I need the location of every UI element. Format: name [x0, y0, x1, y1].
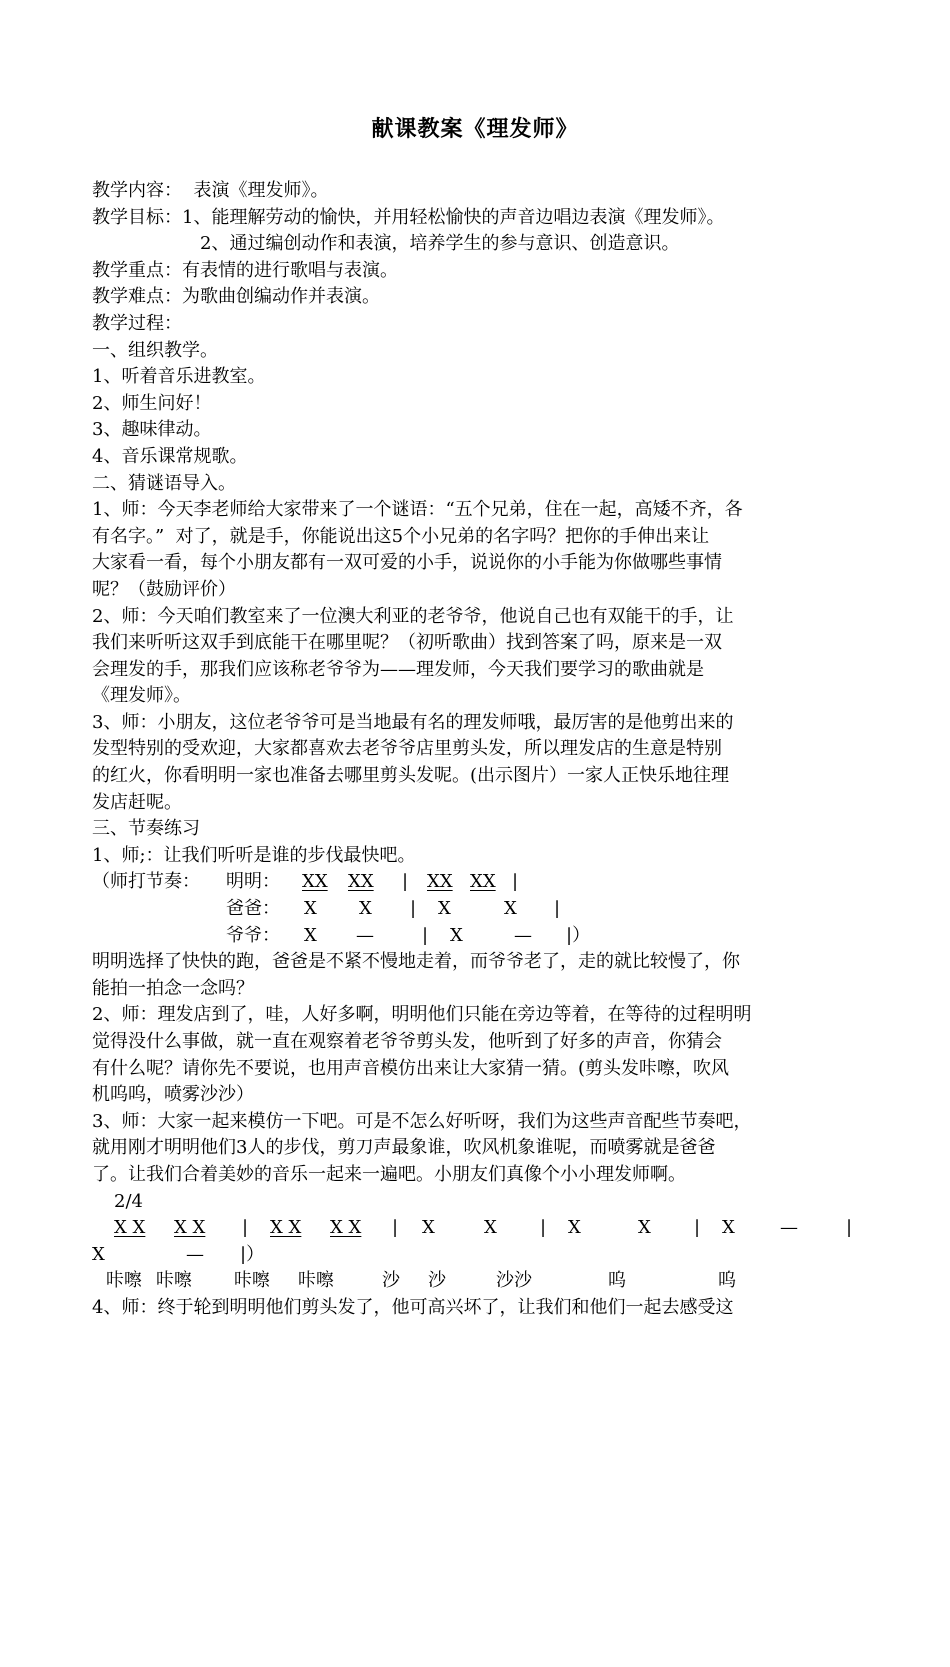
teaching-content: 教学内容： 表演《理发师》。 — [92, 180, 329, 201]
bar-line: | — [402, 871, 409, 893]
lyric: 咔嚓 — [298, 1270, 334, 1292]
rhythm-label: 明明： — [226, 871, 280, 893]
bar-line: | — [410, 898, 417, 920]
time-signature: 2/4 — [114, 1190, 143, 1212]
paragraph-line: 1、师;：让我们听听是谁的步伐最快吧。 — [92, 844, 416, 866]
lyric: 呜 — [718, 1270, 736, 1292]
paragraph-line: 《理发师》。 — [92, 685, 191, 707]
score-note: X X — [114, 1217, 146, 1239]
paragraph-line: 4、师：终于轮到明明他们剪头发了，他可高兴坏了，让我们和他们一起去感受这 — [92, 1296, 734, 1318]
lyric: 沙 — [382, 1270, 400, 1292]
rhythm-note: X — [450, 924, 463, 946]
rhythm-note: X — [504, 898, 517, 920]
paragraph-line: 2、师：理发店到了，哇，人好多啊，明明他们只能在旁边等着，在等待的过程明明 — [92, 1004, 752, 1026]
paragraph-line: 我们来听听这双手到底能干在哪里呢？（初听歌曲）找到答案了吗，原来是一双 — [92, 632, 722, 654]
rhythm-row-mingming — [92, 869, 862, 896]
score-note: X — [484, 1217, 497, 1239]
rhythm-note: X — [304, 924, 317, 946]
lyric: 咔嚓 — [234, 1270, 270, 1292]
paragraph-line: 有什么呢？请你先不要说，也用声音模仿出来让大家猜一猜。(剪头发咔嚓，吹风 — [92, 1057, 730, 1079]
rhythm-note: X — [438, 898, 451, 920]
score-row — [92, 1215, 862, 1242]
paragraph-line: 3、师：小朋友，这位老爷爷可是当地最有名的理发师哦，最厉害的是他剪出来的 — [92, 711, 734, 733]
page-title: 献课教案《理发师》 — [371, 117, 579, 142]
rhythm-label: 爷爷： — [226, 924, 280, 946]
bar-line: | — [540, 1217, 547, 1239]
paragraph-line: 呢？（鼓励评价） — [92, 578, 236, 600]
lyric: 咔嚓 — [156, 1270, 192, 1292]
rhythm-note: XX — [302, 871, 328, 893]
list-item: 4、音乐课常规歌。 — [92, 445, 248, 467]
section-heading: 三、节奏练习 — [92, 818, 200, 840]
score-dash: — — [780, 1217, 798, 1239]
document-body — [92, 178, 862, 1322]
list-item: 1、听着音乐进教室。 — [92, 366, 266, 388]
score-note: X — [568, 1217, 581, 1239]
bar-line: | — [694, 1217, 701, 1239]
paragraph-line: 发店赶呢。 — [92, 791, 182, 813]
paragraph-line: 有名字。” 对了，就是手，你能说出这5个小兄弟的名字吗？把你的手伸出来让 — [92, 525, 710, 547]
score-meter-row — [92, 1189, 862, 1216]
score-dash: — — [186, 1243, 204, 1265]
teaching-process: 教学过程： — [92, 312, 182, 334]
score-note: X — [638, 1217, 651, 1239]
lyric: 咔嚓 — [106, 1270, 142, 1292]
paragraph-line: 了。让我们合着美妙的音乐一起来一遍吧。小朋友们真像个小小理发师啊。 — [92, 1163, 686, 1185]
paragraph-line: 机呜呜，喷雾沙沙） — [92, 1084, 254, 1106]
teaching-goal-2: 2、通过编创动作和表演，培养学生的参与意识、创造意识。 — [200, 233, 680, 255]
bar-line: | — [422, 924, 429, 946]
list-item: 2、师生问好！ — [92, 392, 212, 414]
paragraph-line: 1、师：今天李老师给大家带来了一个谜语：“五个兄弟，住在一起，高矮不齐，各 — [92, 499, 743, 521]
rhythm-label: 爸爸： — [226, 898, 280, 920]
paragraph-line: 发型特别的受欢迎，大家都喜欢去老爷爷店里剪头发，所以理发店的生意是特别 — [92, 738, 722, 760]
lyrics-row — [92, 1268, 862, 1295]
paragraph-line: 会理发的手，那我们应该称老爷爷为——理发师，今天我们要学习的歌曲就是 — [92, 658, 704, 680]
bar-line: | — [392, 1217, 399, 1239]
score-note: X — [422, 1217, 435, 1239]
rhythm-note: XX — [427, 871, 453, 893]
section-heading: 一、组织教学。 — [92, 339, 218, 361]
bar-line: | — [554, 898, 561, 920]
rhythm-lead: （师打节奏： — [92, 871, 200, 893]
score-note: X X — [174, 1217, 206, 1239]
rhythm-row-baba — [92, 896, 862, 923]
rhythm-row-yeye — [92, 923, 862, 950]
rhythm-note: X — [304, 898, 317, 920]
lyric: 呜 — [608, 1270, 626, 1292]
rhythm-note: XX — [470, 871, 496, 893]
teaching-key: 教学重点：有表情的进行歌唱与表演。 — [92, 259, 398, 281]
paragraph-line: 明明选择了快快的跑，爸爸是不紧不慢地走着，而爷爷老了，走的就比较慢了，你 — [92, 951, 740, 973]
score-note: X — [92, 1243, 105, 1265]
rhythm-note: XX — [348, 871, 374, 893]
score-note: X X — [330, 1217, 362, 1239]
score-note: X X — [270, 1217, 302, 1239]
rhythm-dash: — — [356, 924, 374, 946]
rhythm-dash: — — [514, 924, 532, 946]
paragraph-line: 觉得没什么事做，就一直在观察着老爷爷剪头发，他听到了好多的声音，你猜会 — [92, 1031, 722, 1052]
bar-line-close: |） — [566, 924, 591, 946]
score-row-cont — [92, 1242, 862, 1269]
paragraph-line: 2、师：今天咱们教室来了一位澳大利亚的老爷爷，他说自己也有双能干的手，让 — [92, 605, 734, 627]
lyric: 沙 — [428, 1270, 446, 1292]
score-note: X — [722, 1217, 735, 1239]
paragraph-line: 3、师：大家一起来模仿一下吧。可是不怎么好听呀，我们为这些声音配些节奏吧， — [92, 1110, 752, 1132]
list-item: 3、趣味律动。 — [92, 419, 212, 441]
section-heading: 二、猜谜语导入。 — [92, 472, 236, 494]
bar-line: | — [242, 1217, 249, 1239]
paragraph-line: 能拍一拍念一念吗？ — [92, 977, 254, 999]
lyric: 沙沙 — [496, 1270, 532, 1292]
paragraph-line: 大家看一看，每个小朋友都有一双可爱的小手，说说你的小手能为你做哪些事情 — [92, 552, 722, 574]
teaching-difficulty: 教学难点：为歌曲创编动作并表演。 — [92, 286, 380, 308]
bar-line-close: |） — [240, 1243, 265, 1265]
teaching-goal-1: 教学目标：1、能理解劳动的愉快，并用轻松愉快的声音边唱边表演《理发师》。 — [92, 206, 725, 228]
bar-line: | — [512, 871, 519, 893]
paragraph-line: 就用刚才明明他们3人的步伐，剪刀声最象谁，吹风机象谁呢，而喷雾就是爸爸 — [92, 1137, 716, 1159]
bar-line: | — [846, 1217, 853, 1239]
paragraph-line: 的红火，你看明明一家也准备去哪里剪头发呢。(出示图片）一家人正快乐地往理 — [92, 765, 730, 787]
rhythm-note: X — [359, 898, 372, 920]
